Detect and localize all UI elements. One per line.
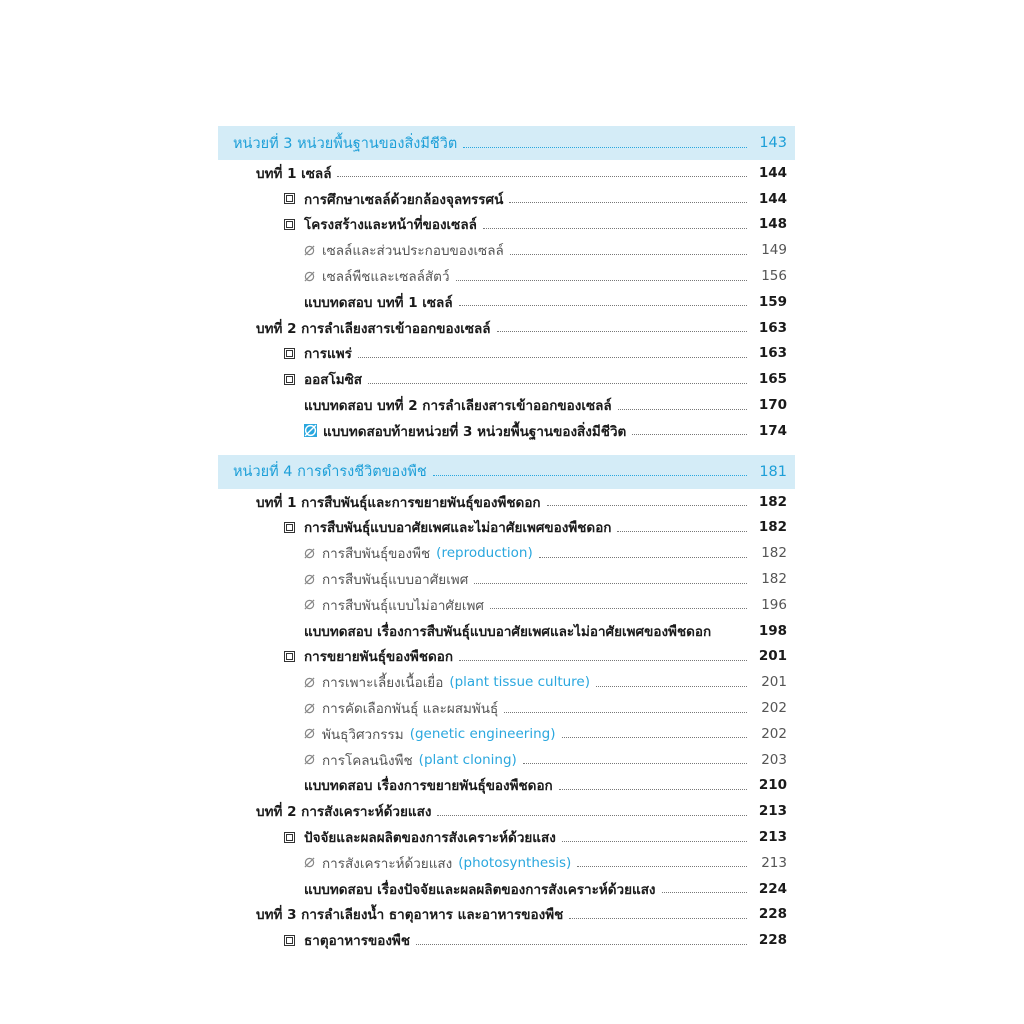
section-box-icon (284, 832, 295, 843)
entry-title: เซลล์พืชและเซลล์สัตว์ (322, 269, 450, 286)
dot-leader (596, 686, 747, 687)
subsection-entry[interactable] (218, 695, 795, 721)
entry-title: การสืบพันธุ์แบบอาศัยเพศ (322, 572, 469, 589)
page-number: 196 (761, 596, 787, 613)
entry-title: การขยายพันธุ์ของพืชดอก (304, 649, 454, 666)
entry-title: การสืบพันธุ์ของพืช (322, 546, 431, 563)
dot-leader (368, 383, 747, 384)
english-term: (plant cloning) (418, 751, 517, 768)
page-number: 163 (758, 319, 787, 336)
dot-leader (483, 228, 747, 229)
dot-leader (559, 789, 747, 790)
dot-leader (433, 475, 747, 476)
topic-slash-icon (304, 245, 315, 256)
subsection-entry[interactable] (218, 592, 795, 618)
entry-title: โครงสร้างและหน้าที่ของเซลล์ (304, 217, 477, 234)
entry-title: เซลล์และส่วนประกอบของเซลล์ (322, 243, 504, 260)
subsection-entry[interactable] (218, 237, 795, 263)
dot-leader (490, 608, 747, 609)
dot-leader (618, 409, 747, 410)
subsection-entry[interactable] (218, 418, 795, 444)
page-number: 181 (759, 463, 787, 480)
entry-title: แบบทดสอบ บทที่ 1 เซลล์ (304, 294, 453, 311)
section-entry[interactable] (218, 186, 795, 212)
section-entry[interactable] (218, 824, 795, 850)
dot-leader (632, 434, 747, 435)
dot-leader (337, 176, 747, 177)
section-box-icon (284, 374, 295, 385)
page-number: 202 (761, 700, 787, 717)
unit-title: หน่วยที่ 3 หน่วยพื้นฐานของสิ่งมีชีวิต (233, 135, 458, 152)
page-number: 170 (758, 397, 787, 414)
page-number: 228 (758, 906, 787, 923)
dot-leader (569, 918, 747, 919)
subsection-entry[interactable] (218, 669, 795, 695)
section-entry[interactable] (218, 927, 795, 953)
section-box-icon (284, 935, 295, 946)
dot-leader (523, 763, 747, 764)
section-entry[interactable] (218, 515, 795, 541)
entry-title: พันธุวิศวกรรม (322, 726, 404, 743)
unit-heading[interactable] (218, 126, 795, 160)
entry-title: บทที่ 3 การลำเลียงน้ำ ธาตุอาหาร และอาหารของพืช (256, 907, 564, 924)
dot-leader (358, 357, 747, 358)
subsection-entry[interactable] (218, 566, 795, 592)
dot-leader (562, 841, 747, 842)
entry-title: ปัจจัยและผลผลิตของการสังเคราะห์ด้วยแสง (304, 830, 556, 847)
dot-leader (717, 634, 747, 635)
entry-title: การโคลนนิงพืช (322, 752, 413, 769)
page-number: 213 (761, 854, 787, 871)
section-box-icon (284, 522, 295, 533)
section-box-icon (284, 348, 295, 359)
page-number: 163 (758, 345, 787, 362)
table-of-contents (218, 126, 795, 953)
page-number: 203 (761, 751, 787, 768)
entry-title: บทที่ 2 การลำเลียงสารเข้าออกของเซลล์ (256, 320, 491, 337)
chapter-entry[interactable] (218, 798, 795, 824)
entry-title: แบบทดสอบ เรื่องการสืบพันธุ์แบบอาศัยเพศและไม่อาศัยเพศของพืชดอก (304, 623, 712, 640)
entry-title: ธาตุอาหารของพืช (304, 933, 410, 950)
entry-title: การสังเคราะห์ด้วยแสง (322, 855, 453, 872)
topic-slash-icon (304, 599, 315, 610)
section-entry[interactable] (218, 644, 795, 670)
entry-title: การแพร่ (304, 346, 352, 363)
entry-title: แบบทดสอบ เรื่องปัจจัยและผลผลิตของการสังเคราะห์ด้วยแสง (304, 881, 656, 898)
topic-slash-icon (304, 754, 315, 765)
dot-leader (504, 712, 747, 713)
entry-title: การศึกษาเซลล์ด้วยกล้องจุลทรรศน์ (304, 191, 504, 208)
dot-leader (662, 892, 747, 893)
page-number: 201 (761, 674, 787, 691)
dot-leader (617, 531, 747, 532)
page-number: 201 (758, 648, 787, 665)
dot-leader (497, 331, 747, 332)
topic-slash-icon (304, 703, 315, 714)
dot-leader (459, 305, 747, 306)
section-box-icon (284, 219, 295, 230)
dot-leader (539, 557, 747, 558)
page-number: 182 (758, 493, 787, 510)
page-number: 228 (758, 932, 787, 949)
page-number: 210 (758, 777, 787, 794)
entry-title: การสืบพันธุ์แบบไม่อาศัยเพศ (322, 597, 484, 614)
entry-title: แบบทดสอบ เรื่องการขยายพันธุ์ของพืชดอก (304, 778, 553, 795)
dot-leader (474, 583, 747, 584)
page-number: 144 (758, 164, 787, 181)
page-number: 213 (758, 829, 787, 846)
section-entry[interactable] (218, 366, 795, 392)
entry-title: แบบทดสอบท้ายหน่วยที่ 3 หน่วยพื้นฐานของสิ่งมีชีวิต (323, 423, 627, 440)
topic-slash-icon (304, 574, 315, 585)
dot-leader (510, 254, 747, 255)
page-number: 182 (761, 571, 787, 588)
dot-leader (416, 944, 747, 945)
topic-slash-icon (304, 728, 315, 739)
page-number: 174 (758, 422, 787, 439)
subsection-entry[interactable] (218, 289, 795, 315)
entry-title: ออสโมซิส (304, 372, 363, 389)
section-entry[interactable] (218, 212, 795, 238)
entry-title: แบบทดสอบ บทที่ 2 การลำเลียงสารเข้าออกของเซลล์ (304, 398, 612, 415)
subsection-entry[interactable] (218, 721, 795, 747)
page-number: 149 (761, 242, 787, 259)
page-number: 148 (758, 216, 787, 233)
english-term: (genetic engineering) (409, 725, 556, 742)
dot-leader (577, 866, 747, 867)
page-number: 198 (758, 622, 787, 639)
topic-slash-icon (304, 271, 315, 282)
page-number: 144 (758, 190, 787, 207)
english-term: (reproduction) (436, 545, 533, 562)
topic-slash-icon (304, 857, 315, 868)
subsection-entry[interactable] (218, 618, 795, 644)
unit-heading[interactable] (218, 455, 795, 489)
chapter-entry[interactable] (218, 315, 795, 341)
topic-slash-icon (304, 548, 315, 559)
entry-title: การสืบพันธุ์แบบอาศัยเพศและไม่อาศัยเพศของพืชดอก (304, 520, 612, 537)
unit-test-icon (304, 424, 317, 437)
unit-title: หน่วยที่ 4 การดำรงชีวิตของพืช (233, 464, 427, 481)
dot-leader (459, 660, 747, 661)
entry-title: การคัดเลือกพันธุ์ และผสมพันธุ์ (322, 701, 499, 718)
dot-leader (456, 280, 747, 281)
page-number: 182 (758, 519, 787, 536)
english-term: (photosynthesis) (458, 854, 572, 871)
dot-leader (547, 505, 747, 506)
entry-title: บทที่ 1 เซลล์ (256, 165, 332, 182)
chapter-entry[interactable] (218, 489, 795, 515)
entry-title: บทที่ 1 การสืบพันธุ์และการขยายพันธุ์ของพืชดอก (256, 494, 541, 511)
section-box-icon (284, 193, 295, 204)
page-number: 165 (758, 371, 787, 388)
page-number: 182 (761, 545, 787, 562)
topic-slash-icon (304, 677, 315, 688)
chapter-entry[interactable] (218, 160, 795, 186)
page-number: 224 (758, 880, 787, 897)
entry-title: การเพาะเลี้ยงเนื้อเยื่อ (322, 675, 444, 692)
chapter-entry[interactable] (218, 902, 795, 928)
entry-title: บทที่ 2 การสังเคราะห์ด้วยแสง (256, 804, 432, 821)
subsection-entry[interactable] (218, 540, 795, 566)
dot-leader (509, 202, 747, 203)
page-number: 159 (758, 293, 787, 310)
subsection-entry[interactable] (218, 263, 795, 289)
section-box-icon (284, 651, 295, 662)
subsection-entry[interactable] (218, 747, 795, 773)
page-number: 143 (759, 135, 787, 151)
subsection-entry[interactable] (218, 773, 795, 799)
page-number: 202 (761, 725, 787, 742)
dot-leader (437, 815, 747, 816)
page-number: 213 (758, 803, 787, 820)
subsection-entry[interactable] (218, 850, 795, 876)
dot-leader (463, 147, 747, 148)
dot-leader (562, 737, 748, 738)
english-term: (plant tissue culture) (449, 674, 590, 691)
subsection-entry[interactable] (218, 392, 795, 418)
section-entry[interactable] (218, 341, 795, 367)
subsection-entry[interactable] (218, 876, 795, 902)
page-number: 156 (761, 268, 787, 285)
